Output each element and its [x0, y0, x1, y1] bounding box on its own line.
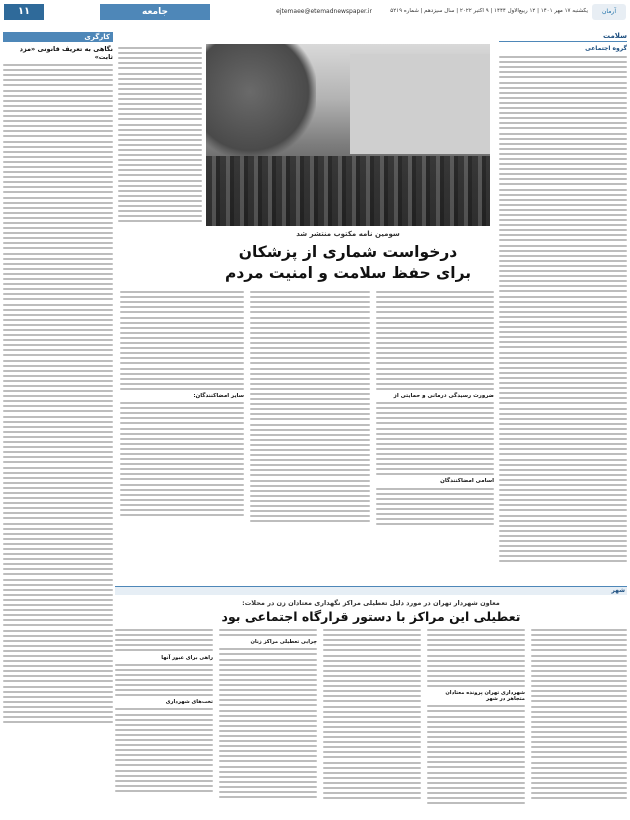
- section-label-labor: کارگری: [3, 32, 113, 42]
- left-column: [3, 32, 113, 772]
- signers-list-col-3: [120, 288, 244, 580]
- section-byline: گروه اجتماعی: [585, 45, 627, 52]
- date-line: یکشنبه ۱۷ مهر ۱۴۰۱ | ۱۲ ربیع‌الاول ۱۴۴۴ | ۹ اکتبر ۲۰۲۲ | سال سیزدهم | شماره ۵۲۱۹: [390, 8, 588, 14]
- bottom-col-3: [323, 626, 421, 818]
- left-article-title: نگاهی به تعریف قانونی «مزد ثابت»: [19, 45, 113, 61]
- headline-line-1: درخواست شماری از پزشکان: [238, 243, 458, 261]
- section-email[interactable]: ejtemaee@etemadnewspaper.ir: [276, 8, 372, 15]
- photo-crowd: [206, 156, 490, 226]
- right-column: [499, 32, 627, 580]
- other-signers-label: سایر امضاکنندگان:: [193, 392, 244, 399]
- signers-list-top: [118, 44, 202, 226]
- bottom-story-body: [115, 626, 627, 818]
- bottom-col-2: [427, 626, 525, 818]
- story-body: [118, 288, 494, 580]
- story-body-col-1: [376, 288, 494, 580]
- story-kicker: سومین نامه مکتوب منتشر شد: [296, 230, 400, 238]
- signers-list-col-2: [250, 288, 370, 580]
- newspaper-logo: آرمان: [592, 4, 626, 20]
- section-title: جامعه: [100, 4, 210, 20]
- story-subhead-2: اسامی امضاکنندگان: [440, 478, 494, 485]
- page-header: [0, 0, 630, 26]
- bottom-headline: تعطیلی این مراکز با دستور قرارگاه اجتماعی بود: [221, 609, 521, 624]
- bottom-subhead-2: چرایی تعطیلی مراکز زنان: [250, 639, 317, 646]
- story-headline: [206, 242, 490, 284]
- page-number: ۱۱: [4, 4, 44, 20]
- bottom-subhead-1: شهرداری تهران پرونده معتادان متجاهر در شهر: [445, 690, 525, 703]
- bottom-kicker: معاون شهردار تهران در مورد دلیل تعطیلی مراکز نگهداری معتادان زن در محلات:: [242, 599, 500, 607]
- bottom-col-4: [219, 626, 317, 818]
- section-bar-city: [115, 586, 627, 595]
- left-article-body: [3, 64, 113, 723]
- article-body-right: [499, 56, 627, 562]
- bottom-subhead-4: تخت‌های شهرداری: [165, 699, 213, 706]
- bottom-subhead-3: راهی برای عبور آنها: [161, 654, 213, 661]
- main-story: [118, 32, 494, 580]
- protest-photo: [206, 44, 490, 226]
- bottom-col-5: [115, 626, 213, 818]
- headline-line-2: برای حفظ سلامت و امنیت مردم: [224, 264, 472, 282]
- photo-trees: [206, 44, 316, 164]
- section-label-health: سلامت: [499, 32, 627, 42]
- story-subhead-1: ضرورت رسیدگی درمانی و حمایتی از: [393, 392, 494, 399]
- bottom-col-1: [531, 626, 627, 818]
- bottom-story: [115, 586, 627, 818]
- photo-building: [350, 54, 490, 154]
- section-label-city: شهر: [611, 587, 625, 594]
